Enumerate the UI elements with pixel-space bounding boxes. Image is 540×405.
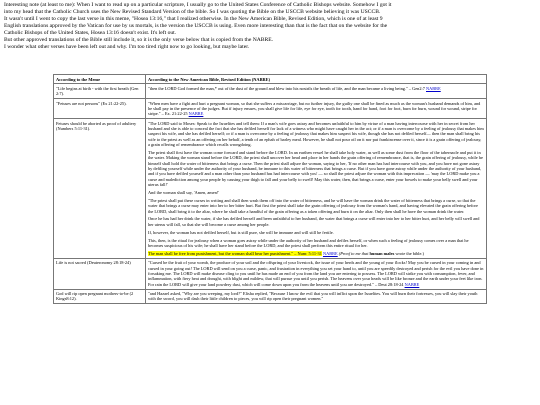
table-row xyxy=(54,84,487,99)
author-comment xyxy=(338,251,424,256)
scripture-paragraph: "The priest shall put these curses in writing and shall then wash them off into the water of bitterness, and he will have the woman drink the water of bitterness that brings a curse, so that the water that brings a curse may enter into her to her bitter hurt. But first the priest shall take the grain offering of jealousy from the woman's hand, and having elevated the grain offering before the LORD, shall bring it to the altar, where he shall take a handful of the grain offering as a token offering and burn it on the altar. Only then shall he have the woman drink the water. xyxy=(148,197,478,214)
intro-line: into my head that the Catholic Church uses the New Revised Standard Version of the bible. So I was quoting the Bible on the USCCB website believing it was USCCB. xyxy=(4,9,381,16)
comparison-table xyxy=(53,74,487,304)
intro-line: English translations approved by the Vatican for use by us mortals, is the version the USCCB is using. Even more interesting than that is the fact that on the website for the xyxy=(4,23,388,30)
table-row xyxy=(54,99,487,119)
intro-text xyxy=(4,2,536,51)
column-header-meme: According to the Meme xyxy=(54,75,146,84)
scripture-paragraph xyxy=(148,251,484,256)
scripture-paragraph: If, however, the woman has not defiled herself, but is still pure, she will be immune and will still be fertile. xyxy=(148,229,334,235)
nabre-link[interactable]: NABRE xyxy=(404,281,420,287)
intro-line: But other approved translations of the Bible still include it, so it is the only verse below that is copied from the NABRE. xyxy=(4,37,274,44)
author-comment-emphasis: human males xyxy=(369,250,395,256)
author-comment-text: (Proof to me that xyxy=(337,250,370,256)
scripture-paragraph: And the woman shall say, 'Amen, amen!' xyxy=(148,189,220,195)
meme-claim-cell: "Fetuses are not persons" (Ex 21:22-25). xyxy=(54,99,146,119)
scripture-paragraph: "and Hazael asked, "Why are you weeping, my lord?" Elisha replied, "Because I know the evil that you will inflict upon the Israelites. You will burn their fortresses, you will slay their youth with the sword, you will dash their little children to pieces, you will rip open their pregnant women." xyxy=(148,291,478,302)
scripture-paragraph: The priest shall first have the woman come forward and stand before the LORD. In an earthen vessel he shall take holy water, as well as some dust from the floor of the tabernacle and put it in the water. Making the woman stand before the LORD, the priest shall uncover her head and place in her hands the grain offering of remembrance, that is, the grain offering of jealousy, while he himself shall hold the water of bitterness that brings a curse. Then the priest shall adjure the woman, saying to her, 'If no other man has had intercourse with you, and you have not gone astray by defiling yourself while under the authority of your husband, be immune to this water of bitterness that brings a curse. But if you have gone astray while under the authority of your husband, and if you have defiled yourself and a man other than your husband has had intercourse with you' — so shall the priest adjure the woman with this imprecation — 'may the LORD make you a curse and malediction among your people by causing your thigh to fall and your belly to swell! May this water, then, that brings a curse, enter your bowels to make your belly swell and your uterus fall!' xyxy=(148,149,483,187)
table-row xyxy=(54,258,487,289)
nabre-link[interactable]: NABRE xyxy=(426,85,441,91)
meme-claim-cell: God will rip open pregnant mothers-to-be (2 Kings8:12). xyxy=(54,289,146,304)
nabre-link[interactable]: NABRE xyxy=(188,111,204,117)
nabre-text-cell xyxy=(146,99,487,119)
nabre-text-cell xyxy=(146,119,487,259)
nabre-link[interactable]: NABRE xyxy=(322,250,338,256)
scripture-paragraph xyxy=(148,86,484,91)
nabre-text-cell xyxy=(146,258,487,289)
scripture-text: "then the LORD God formed the man,* out of the dust of the ground and blew into his nostrils the breath of life, and the man became a living being." – Gen2:7 xyxy=(148,85,426,91)
intro-line: Interesting note (at least to me): When I want to read up on a particular scripture, I usually go to the United States Conference of Catholic Bishops website. Somehow I got it xyxy=(4,2,392,8)
intro-line: Catholic Bishops of the United States, Hosea 13:16 doesn't exist. It's left out. xyxy=(4,30,177,37)
intro-line: It wasn't until I went to copy the last verse in this meme, "Hosea 13:16," that I realized otherwise. In the New American Bible, Revised Edition, which is one of at least 9 xyxy=(4,16,383,23)
scripture-paragraph xyxy=(148,260,484,287)
scripture-paragraph: This, then, is the ritual for jealousy when a woman goes astray while under the authority of her husband and defiles herself, or when such a feeling of jealousy comes over a man that he becomes suspicious of his wife; he shall have her stand before the LORD, and the priest shall perform this entire ritual for her. xyxy=(148,237,469,248)
intro-line: I wonder what other verses have been left out and why. I'm too tired right now to go looking, but maybe later. xyxy=(4,44,250,51)
table-row xyxy=(54,289,487,304)
nabre-text-cell xyxy=(146,289,487,304)
column-header-nabre: According to the New American Bible, Revised Edition (NABRE) xyxy=(146,75,487,84)
scripture-text: "When men have a fight and hurt a pregnant woman, so that she suffers a miscarriage, but no further injury, the guilty one shall be fined as much as the woman's husband demands of him, and he shall pay in the presence of the judges. But if injury ensues, you shall give life for life, eye for eye, tooth for tooth, hand for hand, foot for foot, burn for burn, wound for wound, stripe for stripe." – Ex. 21:22-25 xyxy=(148,100,481,117)
scripture-paragraph xyxy=(148,101,484,117)
table-row xyxy=(54,119,487,259)
nabre-text-cell xyxy=(146,84,487,99)
scripture-text: "Cursed be the fruit of your womb, the produce of your soil and the offspring of your livestock, the issue of your herds and the young of your flocks! May you be cursed in your coming in and cursed in your going out! The LORD will send on you a curse, panic, and frustration in everything you set your hand to, until you are speedily destroyed and perish for the evil you have done in forsaking me. The LORD will make disease cling to you until he has made an end of you from the land you are entering to possess. The LORD will strike you with consumption, fever, and inflammation, with fiery heat and drought, with blight and mildew, that will pursue you until you perish. The heavens over your heads will be like bronze and the earth under your feet like iron. For rain the LORD will give your land powdery dust, which will come down upon you from the heavens until you are destroyed." – Deut 28:18-24 xyxy=(148,260,484,287)
meme-claim-cell: Fetuses should be aborted as proof of adultery (Numbers 5:11-31). xyxy=(54,119,146,259)
meme-claim-cell: Life is not sacred (Deuteronomy 28:18-24) xyxy=(54,258,146,289)
scripture-paragraph: Once he has had her drink the water, if she has defiled herself and been unfaithful to her husband, the water that brings a curse will enter into her to her bitter hurt, and her belly will swell and her uterus will fall, so that she will become a curse among her people. xyxy=(148,216,480,227)
scripture-paragraph: "The LORD said to Moses: Speak to the Israelites and tell them: If a man's wife goes astray and becomes unfaithful to him by virtue of a man having intercourse with her in secret from her husband and she is able to conceal the fact that she has defiled herself for lack of a witness who might have caught her in the act; or if a man is overcome by a feeling of jealousy that makes him suspect his wife, and she has defiled herself; or if a man is overcome by a feeling of jealousy that makes him suspect his wife, though she has not defiled herself— then the man shall bring his wife to the priest as well as an offering on her behalf, a tenth of an ephah of barley meal. However, he shall not pour oil on it nor put frankincense over it, since it is a grain offering of jealousy, a grain offering of remembrance which recalls wrongdoing. xyxy=(148,120,484,147)
author-comment-tail: wrote the bible.) xyxy=(394,250,424,256)
highlighted-verse: The man shall be free from punishment, but the woman shall bear her punishment." – Num: 5:11-31 xyxy=(148,250,322,256)
meme-claim-cell: "Life begins at birth - with the first breath (Gen 2:7). xyxy=(54,84,146,99)
table-header-row xyxy=(54,75,487,84)
